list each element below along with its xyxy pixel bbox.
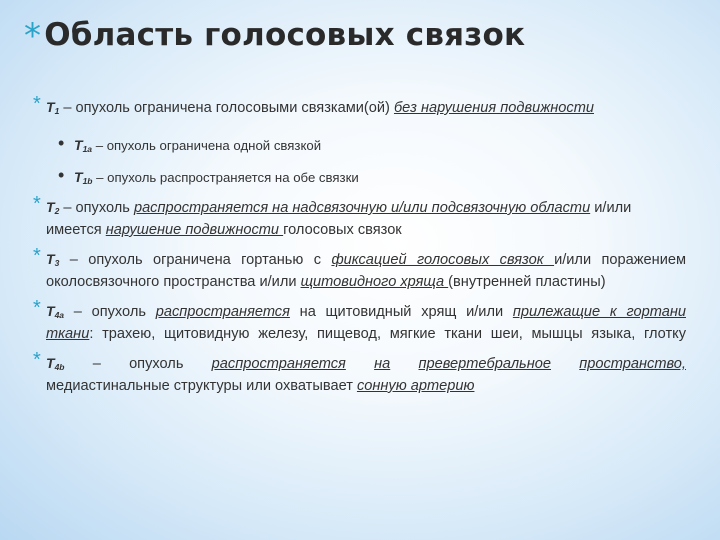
stage-tag: $T_{4b}$ xyxy=(46,355,65,372)
t3-text-mid: и/или поражением xyxy=(554,252,687,268)
t4b-emphasis: распространяется xyxy=(211,356,346,372)
t4b-text: – опухоль xyxy=(92,356,212,372)
star-bullet-icon: * xyxy=(33,349,41,371)
t2-text-line2: имеется xyxy=(46,222,106,238)
t4b-emphasis-2: превертебральное xyxy=(418,356,551,372)
title-text: Область голосовых связок xyxy=(44,17,526,53)
star-bullet-icon: * xyxy=(33,297,41,319)
t4a-emphasis-2: прилежащие к гортани xyxy=(512,304,686,320)
t3-item xyxy=(33,245,687,292)
t2-text: – опухоль xyxy=(59,200,134,216)
t1-emphasis: без нарушения подвижности xyxy=(393,100,594,116)
t4a-text: – опухоль xyxy=(64,304,156,320)
t4a-emphasis-3: ткани xyxy=(46,326,90,342)
t3-emphasis: фиксацией голосовых связок xyxy=(331,252,555,268)
star-bullet-icon: * xyxy=(33,245,41,267)
t2-text-mid: и/или xyxy=(590,200,632,216)
star-bullet-icon: * xyxy=(24,16,42,56)
t2-text-end: голосовых связок xyxy=(283,222,402,238)
t4a-item xyxy=(33,297,686,344)
stage-tag: $T_{4a}$ xyxy=(46,303,65,320)
t1a-item xyxy=(58,133,322,158)
t4a-text-end: : трахею, щитовидную железу, пищевод, мягкие ткани шеи, мышцы языка, глотку xyxy=(89,326,686,342)
t1a-text: – опухоль ограничена одной связкой xyxy=(92,138,322,153)
stage-tag: $T_2$ xyxy=(46,199,60,216)
t3-text: – опухоль ограничена гортанью с xyxy=(59,252,332,268)
t3-text-line2: околосвязочного пространства и/или xyxy=(46,274,301,290)
t4b-emphasis-3: пространство, xyxy=(579,356,686,372)
t4a-emphasis: распространяется xyxy=(155,304,290,320)
t4b-item xyxy=(33,349,686,396)
t1b-text: – опухоль распространяется на обе связки xyxy=(92,170,359,185)
t2-item xyxy=(33,193,686,240)
t1-text: – опухоль ограничена голосовыми связками(ой) xyxy=(59,100,394,116)
t4b-emphasis-4: сонную артерию xyxy=(356,378,475,394)
stage-tag: $T_1$ xyxy=(46,99,60,116)
t3-emphasis-2: щитовидного хряща xyxy=(300,274,449,290)
t4b-emphasis-na: на xyxy=(374,356,391,372)
t1-item xyxy=(33,93,686,121)
star-bullet-icon: * xyxy=(33,193,41,215)
stage-tag: $T_{1b}$ xyxy=(74,169,93,186)
stage-tag: $T_3$ xyxy=(46,251,60,268)
t2-emphasis-2: нарушение подвижности xyxy=(105,222,284,238)
star-bullet-icon: * xyxy=(33,93,41,115)
slide-title xyxy=(24,14,525,54)
t4b-text-line2: медиастинальные структуры или охватывает xyxy=(46,378,357,394)
t3-text-end: (внутренней пластины) xyxy=(448,274,606,290)
t2-emphasis: распространяется на надсвязочную и/или подсвязочную области xyxy=(133,200,591,216)
stage-tag: $T_{1a}$ xyxy=(74,137,93,154)
t1b-item xyxy=(58,165,359,190)
bullet-dot-icon: • xyxy=(58,165,65,185)
t4a-text-mid: на щитовидный хрящ и/или xyxy=(289,304,513,320)
bullet-dot-icon: • xyxy=(58,133,65,153)
